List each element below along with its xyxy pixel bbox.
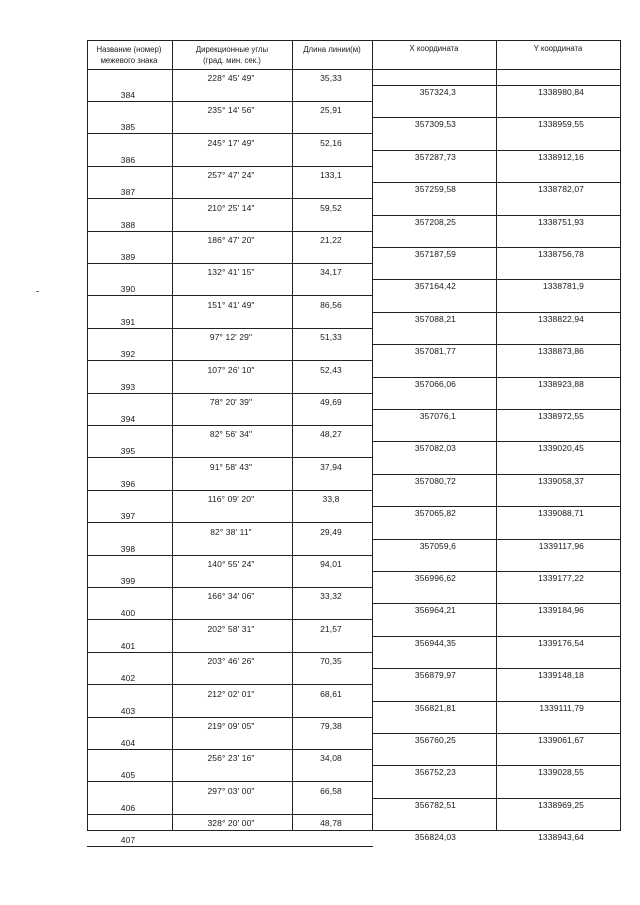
x-coordinate-cell: 357066,06 [414, 378, 456, 389]
line-length-cell: 49,69 [320, 397, 342, 407]
line-length-cell: 25,91 [320, 105, 342, 116]
y-coordinate-cell: 1339176,54 [538, 637, 584, 648]
row-rule [372, 765, 621, 766]
y-coordinate-cell: 1338980,84 [538, 87, 584, 97]
x-coordinate-cell: 357059,6 [419, 540, 456, 551]
row-rule [87, 457, 373, 458]
point-name-cell: 405 [120, 770, 136, 781]
line-length-cell: 94,01 [320, 559, 342, 569]
column-rule [372, 40, 373, 831]
direction-angle-cell: 107° 26' 10" [207, 364, 255, 375]
y-coordinate-cell: 1338959,55 [538, 119, 584, 130]
point-name-cell: 384 [120, 90, 136, 100]
point-name-cell: 392 [120, 349, 136, 360]
y-coordinate-cell: 1339184,96 [538, 605, 584, 616]
point-name-cell: 407 [120, 835, 136, 846]
header-y-coordinate: Y координата [533, 44, 583, 53]
direction-angle-cell: 91° 58' 43" [209, 461, 253, 472]
header-point-name-line2: межевого знака [100, 56, 158, 65]
row-rule [372, 441, 621, 442]
point-name-cell: 385 [120, 122, 136, 133]
x-coordinate-cell: 356824,03 [414, 832, 456, 843]
direction-angle-cell: 97° 12' 29" [209, 332, 253, 343]
line-length-cell: 35,33 [320, 73, 342, 83]
header-direction-angle [172, 44, 292, 66]
x-coordinate-cell: 357080,72 [414, 475, 456, 486]
row-rule [372, 344, 621, 345]
y-coordinate-cell: 1338969,25 [538, 799, 584, 810]
row-rule [87, 830, 621, 831]
header-line-length: Длина линии(м) [303, 45, 361, 54]
x-coordinate-cell: 357081,77 [414, 346, 456, 357]
line-length-cell: 51,33 [320, 332, 342, 343]
row-rule [372, 603, 621, 604]
y-coordinate-cell: 1338782,07 [538, 184, 584, 195]
line-length-cell: 48,27 [320, 429, 342, 440]
point-name-cell: 404 [120, 738, 136, 748]
line-length-cell: 86,56 [320, 299, 342, 310]
header-direction-angle-line2: (град. мин. сек.) [203, 56, 261, 65]
direction-angle-cell: 210° 25' 14" [207, 202, 255, 213]
direction-angle-cell: 235° 14' 56" [207, 105, 255, 116]
direction-angle-cell: 257° 47' 24" [207, 170, 255, 181]
header-point-name [87, 44, 171, 66]
row-rule [87, 295, 373, 296]
line-length-cell: 29,49 [320, 526, 342, 537]
x-coordinate-cell: 357076,1 [419, 411, 456, 421]
y-coordinate-cell: 1339088,71 [538, 508, 584, 519]
row-rule [87, 490, 373, 491]
header-direction-angle-line1: Дирекционные углы [195, 45, 269, 54]
direction-angle-cell: 186° 47' 20" [207, 235, 255, 245]
row-rule [87, 198, 373, 199]
row-rule [372, 182, 621, 183]
line-length-cell: 21,57 [320, 623, 342, 634]
line-length-cell: 133,1 [320, 170, 342, 181]
point-name-cell: 401 [120, 640, 136, 651]
row-rule [87, 684, 373, 685]
direction-angle-cell: 82° 56' 34" [209, 429, 253, 440]
row-rule [87, 360, 373, 361]
direction-angle-cell: 82° 38' 11" [210, 526, 252, 537]
point-name-cell: 402 [120, 673, 136, 684]
direction-angle-cell: 116° 09' 20" [207, 494, 255, 505]
direction-angle-cell: 203° 46' 26" [207, 656, 255, 667]
header-point-name-line1: Название (номер) [96, 45, 162, 54]
point-name-cell: 397 [120, 511, 136, 522]
point-name-cell: 395 [120, 446, 136, 457]
x-coordinate-cell: 357324,3 [419, 87, 456, 97]
y-coordinate-cell: 1339061,67 [538, 735, 584, 745]
direction-angle-cell: 245° 17' 49" [207, 137, 255, 148]
direction-angle-cell: 202° 58' 31" [207, 623, 255, 634]
row-rule [87, 101, 373, 102]
y-coordinate-cell: 1339111,79 [539, 702, 584, 713]
line-length-cell: 48,78 [320, 818, 342, 829]
x-coordinate-cell: 357065,82 [414, 508, 456, 519]
x-coordinate-cell: 356879,97 [414, 670, 456, 681]
row-rule [372, 539, 621, 540]
row-rule [87, 263, 373, 264]
x-coordinate-cell: 357187,59 [414, 249, 456, 259]
row-rule [87, 425, 373, 426]
point-name-cell: 389 [120, 252, 136, 262]
x-coordinate-cell: 356752,23 [414, 767, 456, 778]
line-length-cell: 34,17 [320, 267, 342, 278]
direction-angle-cell: 297° 03' 00" [207, 785, 255, 796]
line-length-cell: 68,61 [320, 688, 342, 699]
line-length-cell: 37,94 [320, 461, 342, 472]
direction-angle-cell: 228° 45' 49" [207, 73, 255, 83]
x-coordinate-cell: 357088,21 [414, 313, 456, 324]
row-rule [87, 231, 373, 232]
direction-angle-cell: 151° 41' 49" [207, 299, 255, 310]
x-coordinate-cell: 356964,21 [414, 605, 456, 616]
point-name-cell: 388 [120, 219, 136, 230]
row-rule [372, 377, 621, 378]
column-rule [172, 40, 173, 831]
row-rule [87, 814, 373, 815]
scan-artifact [36, 291, 39, 292]
point-name-cell: 399 [120, 576, 136, 586]
row-rule [372, 701, 621, 702]
y-coordinate-cell: 1338781,9 [542, 281, 584, 292]
y-coordinate-cell: 1339058,37 [538, 475, 584, 486]
line-length-cell: 52,16 [320, 137, 342, 148]
row-rule [87, 166, 373, 167]
point-name-cell: 398 [120, 543, 136, 554]
line-length-cell: 21,22 [320, 235, 342, 245]
point-name-cell: 394 [120, 414, 136, 424]
x-coordinate-cell: 357164,42 [414, 281, 456, 292]
direction-angle-cell: 219° 09' 05" [207, 721, 255, 731]
row-rule [87, 555, 373, 556]
y-coordinate-cell: 1339117,96 [538, 540, 584, 551]
point-name-cell: 390 [120, 284, 136, 295]
x-coordinate-cell: 356944,35 [414, 637, 456, 648]
row-rule [87, 522, 373, 523]
x-coordinate-cell: 356782,51 [414, 799, 456, 810]
point-name-cell: 400 [120, 608, 136, 619]
header-x-coordinate: X координата [409, 44, 459, 53]
y-coordinate-cell: 1338751,93 [538, 216, 584, 227]
y-coordinate-cell: 1338923,88 [538, 378, 584, 389]
line-length-cell: 34,08 [320, 753, 342, 764]
y-coordinate-cell: 1339177,22 [538, 573, 584, 583]
point-name-cell: 386 [120, 154, 136, 165]
y-coordinate-cell: 1338943,64 [538, 832, 584, 843]
row-rule [372, 247, 621, 248]
row-rule [372, 312, 621, 313]
line-length-cell: 33,8 [322, 494, 340, 505]
column-rule [496, 40, 497, 831]
line-length-cell: 70,35 [320, 656, 342, 667]
row-rule [87, 781, 373, 782]
line-length-cell: 52,43 [320, 364, 342, 375]
y-coordinate-cell: 1338912,16 [538, 151, 584, 162]
row-rule [87, 846, 373, 847]
direction-angle-cell: 212° 02' 01" [207, 688, 255, 699]
point-name-cell: 391 [120, 316, 136, 327]
x-coordinate-cell: 357259,58 [414, 184, 456, 195]
row-rule [372, 117, 621, 118]
row-rule [87, 40, 621, 41]
point-name-cell: 396 [120, 478, 136, 489]
y-coordinate-cell: 1339028,55 [538, 767, 584, 778]
direction-angle-cell: 166° 34' 06" [207, 591, 255, 602]
row-rule [372, 85, 621, 86]
point-name-cell: 387 [120, 187, 136, 198]
row-rule [372, 215, 621, 216]
direction-angle-cell: 132° 41' 15" [207, 267, 255, 278]
row-rule [372, 506, 621, 507]
direction-angle-cell: 256° 23' 16" [207, 753, 255, 764]
row-rule [87, 133, 373, 134]
direction-angle-cell: 140° 55' 24" [207, 559, 255, 569]
direction-angle-cell: 328° 20' 00" [207, 818, 255, 829]
point-name-cell: 406 [120, 802, 136, 813]
row-rule [87, 328, 373, 329]
row-rule [372, 798, 621, 799]
row-rule [87, 393, 373, 394]
y-coordinate-cell: 1338873,86 [538, 346, 584, 357]
direction-angle-cell: 78° 20' 39" [209, 397, 253, 407]
x-coordinate-cell: 357287,73 [414, 151, 456, 162]
x-coordinate-cell: 357082,03 [414, 443, 456, 454]
point-name-cell: 393 [120, 381, 136, 392]
column-rule [292, 40, 293, 831]
y-coordinate-cell: 1338822,94 [538, 313, 584, 324]
row-rule [87, 69, 621, 70]
row-rule [87, 619, 373, 620]
line-length-cell: 66,58 [320, 785, 342, 796]
x-coordinate-cell: 357208,25 [414, 216, 456, 227]
x-coordinate-cell: 356760,25 [414, 735, 456, 745]
row-rule [372, 733, 621, 734]
y-coordinate-cell: 1339020,45 [538, 443, 584, 454]
y-coordinate-cell: 1338756,78 [538, 249, 584, 259]
x-coordinate-cell: 356821,81 [414, 702, 456, 713]
row-rule [372, 636, 621, 637]
row-rule [372, 409, 621, 410]
row-rule [87, 652, 373, 653]
column-rule [87, 40, 88, 831]
row-rule [372, 150, 621, 151]
row-rule [87, 587, 373, 588]
point-name-cell: 403 [120, 705, 136, 716]
line-length-cell: 79,38 [320, 721, 342, 731]
row-rule [87, 749, 373, 750]
row-rule [372, 668, 621, 669]
line-length-cell: 33,32 [320, 591, 342, 602]
row-rule [372, 279, 621, 280]
x-coordinate-cell: 357309,53 [414, 119, 456, 130]
y-coordinate-cell: 1339148,18 [538, 670, 584, 681]
line-length-cell: 59,52 [320, 202, 342, 213]
y-coordinate-cell: 1338972,55 [538, 411, 584, 421]
column-rule [620, 40, 621, 831]
row-rule [372, 474, 621, 475]
row-rule [87, 717, 373, 718]
x-coordinate-cell: 356996,62 [414, 573, 456, 583]
row-rule [372, 571, 621, 572]
